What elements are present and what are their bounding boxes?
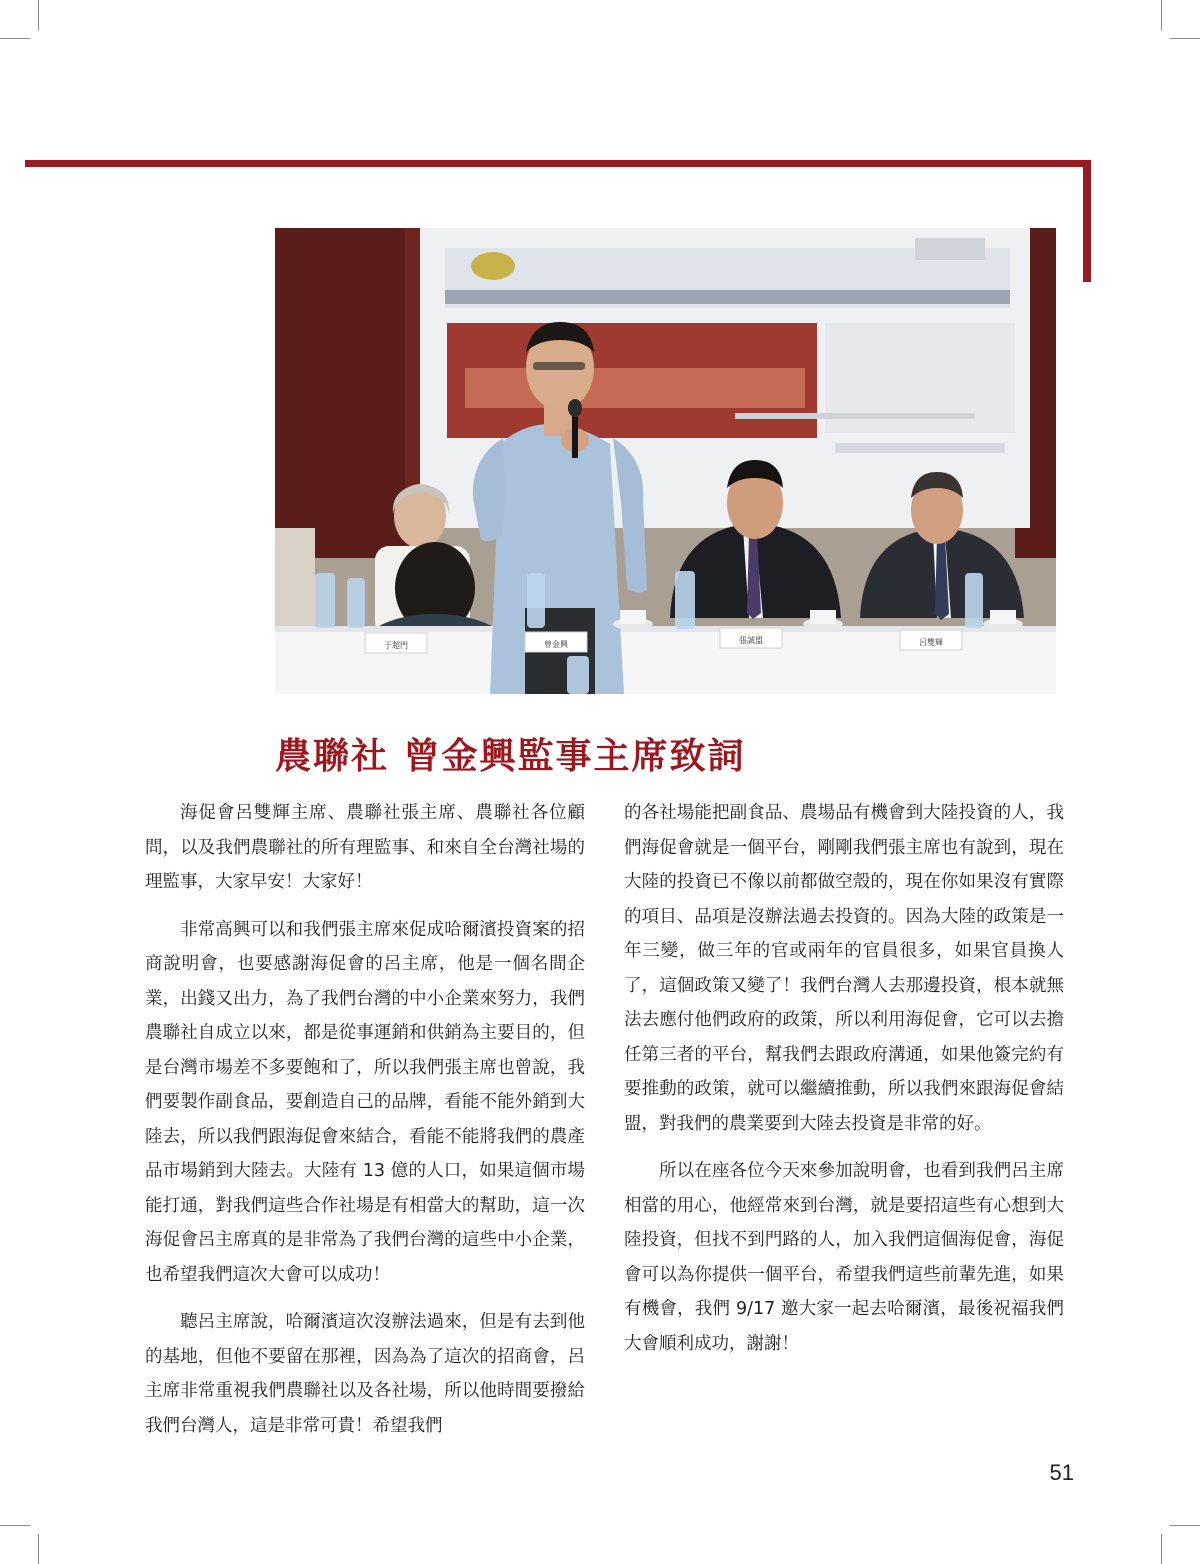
crop-mark-top-left <box>38 0 39 30</box>
article-column-left <box>145 796 585 1456</box>
article-title: 農聯社 曾金興監事主席致詞 <box>275 736 746 777</box>
nameplate-label: 于超門 <box>384 641 408 650</box>
article-paragraph: 聽呂主席說，哈爾濱這次沒辦法過來，但是有去到他的基地，但他不要留在那裡，因為為了這次的招商會，呂主席非常重視我們農聯社以及各社場，所以他時間要撥給我們台灣人，這是非常可貴！希望我們 <box>145 1312 585 1436</box>
meeting-photo <box>275 228 1056 694</box>
header-rule-vertical <box>1083 160 1091 282</box>
crop-mark-top-left <box>0 38 30 39</box>
nameplate-label: 張誠盟 <box>739 636 763 645</box>
crop-mark-bottom-right <box>1161 1534 1162 1564</box>
nameplate-label: 呂雙輝 <box>919 638 943 647</box>
article-paragraph: 海促會呂雙輝主席、農聯社張主席、農聯社各位顧問，以及我們農聯社的所有理監事、和來自全台灣社場的理監事，大家早安！大家好！ <box>145 803 585 892</box>
article-paragraph: 所以在座各位今天來參加說明會，也看到我們呂主席相當的用心，他經常來到台灣，就是要招這些有心想到大陸投資，但找不到門路的人，加入我們這個海促會，海促會可以為你提供一個平台，希望我們這些前輩先進，如果有機會，我們 9/17 邀大家一起去哈爾濱，最後祝福我們大會順利成功，謝謝！ <box>624 1161 1064 1354</box>
article-paragraph: 的各社場能把副食品、農場品有機會到大陸投資的人，我們海促會就是一個平台，剛剛我們張主席也有說到，現在大陸的投資已不像以前都做空殼的，現在你如果沒有實際的項目、品項是沒辦法過去投資的。因為大陸的政策是一年三變，做三年的官或兩年的官員很多，如果官員換人了，這個政策又變了！我們台灣人去那邊投資，根本就無法去應付他們政府的政策，所以利用海促會，它可以去擔任第三者的平台，幫我們去跟政府溝通，如果他簽完約有要推動的政策，就可以繼續推動，所以我們來跟海促會結盟，對我們的農業要到大陸去投資是非常的好。 <box>624 803 1064 1134</box>
crop-mark-bottom-right <box>1170 1525 1200 1526</box>
meeting-photo-illustration <box>275 228 1056 694</box>
article-paragraph: 非常高興可以和我們張主席來促成哈爾濱投資案的招商說明會，也要感謝海促會的呂主席，他是一個名間企業，出錢又出力，為了我們台灣的中小企業來努力，我們農聯社自成立以來，都是從事運銷和供銷為主要目的，但是台灣市場差不多要飽和了，所以我們張主席也曾說，我們要製作副食品，要創造自己的品牌，看能不能外銷到大陸去，所以我們跟海促會來結合，看能不能將我們的農產品市場銷到大陸去。大陸有 13 億的人口，如果這個市場能打通，對我們這些合作社場是有相當大的幫助，這一次海促會呂主席真的是非常為了我們台灣的這些中小企業，也希望我們這次大會可以成功！ <box>145 919 585 1285</box>
crop-mark-bottom-left <box>0 1525 30 1526</box>
article-column-right <box>624 796 1064 1374</box>
page-number: 51 <box>1049 1460 1074 1485</box>
nameplate-label: 曾金興 <box>544 640 568 649</box>
crop-mark-bottom-left <box>38 1534 39 1564</box>
header-rule <box>25 160 1085 167</box>
crop-mark-top-right <box>1161 0 1162 30</box>
crop-mark-top-right <box>1170 38 1200 39</box>
